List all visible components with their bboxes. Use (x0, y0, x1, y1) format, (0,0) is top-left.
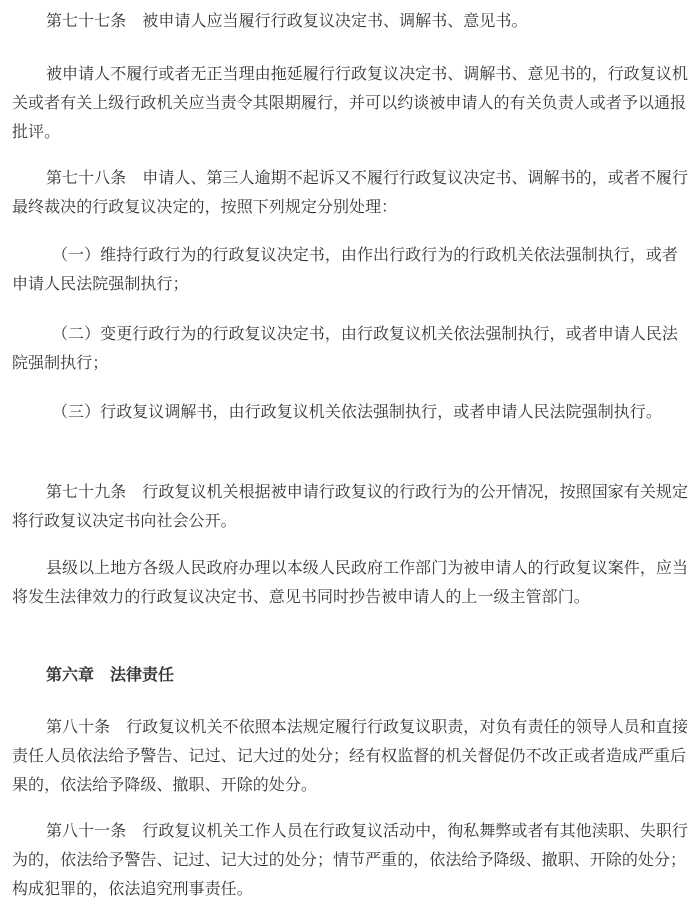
article-77-paragraph-2: 被申请人不履行或者无正当理由拖延履行行政复议决定书、调解书、意见书的，行政复议机关或者有关上级行政机关应当责令其限期履行，并可以约谈被申请人的有关负责人或者予以通报批评。 (12, 64, 689, 141)
article-79: 第七十九条 行政复议机关根据被申请行政复议的行政行为的公开情况，按照国家有关规定将行政复议决定书向社会公开。 (12, 482, 689, 530)
article-79-paragraph-2: 县级以上地方各级人民政府办理以本级人民政府工作部门为被申请人的行政复议案件，应当将发生法律效力的行政复议决定书、意见书同时抄告被申请人的上一级主管部门。 (12, 558, 689, 606)
article-80: 第八十条 行政复议机关不依照本法规定履行行政复议职责，对负有责任的领导人员和直接责任人员依法给予警告、记过、记大过的处分；经有权监督的机关督促仍不改正或者造成严重后果的，依法给予降级、撤职、开除的处分。 (12, 717, 689, 794)
article-78: 第七十八条 申请人、第三人逾期不起诉又不履行行政复议决定书、调解书的，或者不履行最终裁决的行政复议决定的，按照下列规定分别处理： (12, 168, 689, 216)
article-81: 第八十一条 行政复议机关工作人员在行政复议活动中，徇私舞弊或者有其他渎职、失职行为的，依法给予警告、记过、记大过的处分；情节严重的，依法给予降级、撤职、开除的处分；构成犯罪的，依法追究刑事责任。 (12, 821, 689, 898)
chapter-heading: 第六章 法律责任 (46, 665, 175, 684)
article-78-item-3: （三）行政复议调解书，由行政复议机关依法强制执行，或者申请人民法院强制执行。 (52, 402, 662, 421)
article-78-item-2: （二）变更行政行为的行政复议决定书，由行政复议机关依法强制执行，或者申请人民法院强制执行； (12, 324, 678, 372)
article-77: 第七十七条 被申请人应当履行行政复议决定书、调解书、意见书。 (46, 11, 528, 30)
article-78-item-1: （一）维持行政行为的行政复议决定书，由作出行政行为的行政机关依法强制执行，或者申请人民法院强制执行； (12, 245, 678, 293)
